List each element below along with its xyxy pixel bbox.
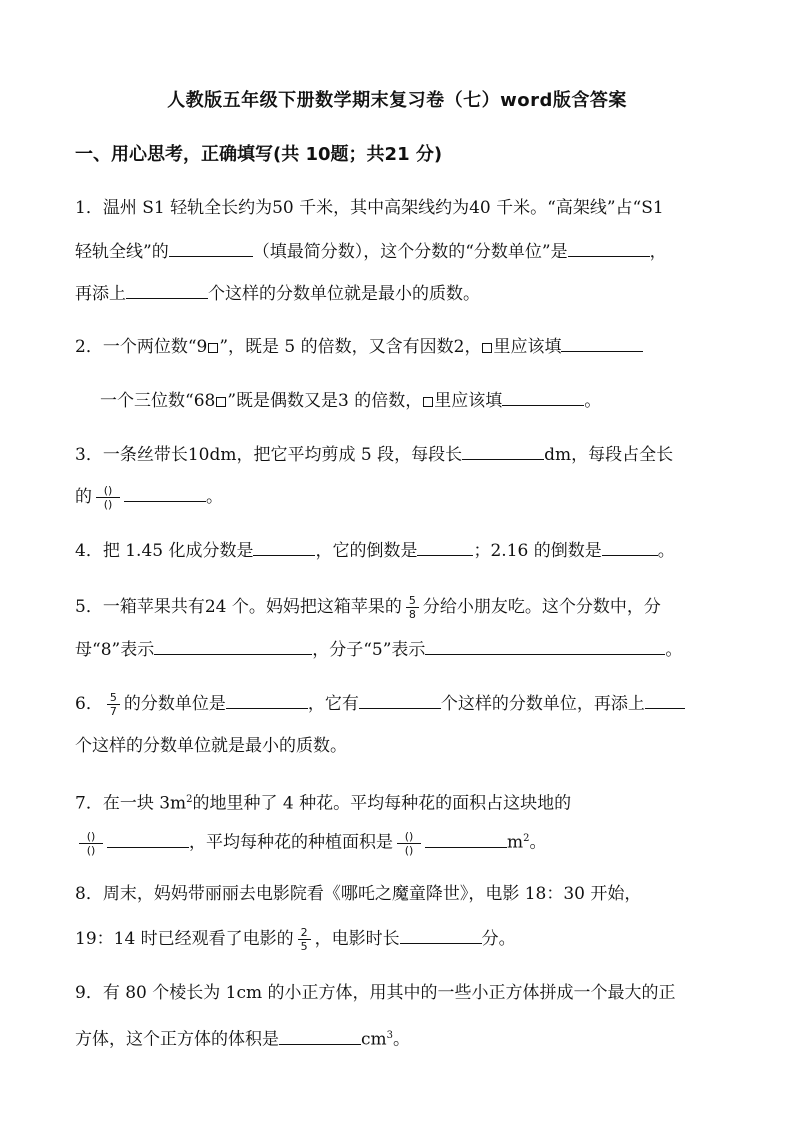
q6-text: 个这样的分数单位，再添上 [440, 694, 645, 714]
answer-blank[interactable] [462, 443, 544, 460]
q7-superscript: 2 [186, 794, 193, 805]
q7-text: 7．在一块 3m [75, 793, 187, 814]
q1-text: 个这样的分数单位就是最小的质数。 [208, 284, 480, 304]
box-placeholder-icon [216, 397, 226, 407]
q2-text: ”既是偶数又是3 的倍数， [227, 391, 423, 411]
fraction-numerator: () [96, 484, 120, 498]
fraction [406, 594, 419, 621]
fraction-denominator: () [86, 843, 96, 857]
q3-text: dm，每段占全长 [544, 445, 674, 465]
q9-text: 方体，这个正方体的体积是 [75, 1029, 279, 1050]
question-1-line-1: 1．温州 S1 轻轨全长约为50 千米，其中高架线约为40 千米。“高架线”占“S1 [75, 198, 664, 218]
q4-text: 4．把 1.45 化成分数是 [75, 541, 254, 561]
page-title: 人教版五年级下册数学期末复习卷（七）word版含答案 [167, 90, 627, 111]
answer-blank[interactable] [154, 638, 312, 655]
q4-text: 。 [657, 541, 675, 561]
answer-blank[interactable] [568, 240, 650, 257]
answer-blank[interactable] [107, 831, 189, 848]
q2-text: 里应该填 [493, 337, 562, 357]
q2-text: 一个三位数“68 [100, 391, 216, 411]
answer-blank[interactable] [359, 692, 441, 709]
q7-text: ，平均每种花的种植面积是 [189, 832, 393, 853]
answer-blank[interactable] [124, 485, 206, 502]
fraction [298, 926, 311, 953]
fraction-numerator: () [79, 830, 103, 844]
q3-text: 3．一条丝带长10dm，把它平均剪成 5 段，每段长 [75, 445, 463, 465]
fraction-denominator: 5 [300, 940, 308, 953]
answer-blank[interactable] [417, 539, 473, 556]
fraction-numerator: () [397, 830, 421, 844]
answer-blank[interactable] [425, 638, 665, 655]
q5-text: ，分子“5”表示 [312, 640, 426, 660]
q2-text: ”，既是 5 的倍数，又含有因数2， [219, 337, 482, 357]
answer-blank[interactable] [126, 282, 208, 299]
question-3-line-2 [75, 484, 223, 511]
answer-blank[interactable] [169, 240, 253, 257]
fraction [107, 691, 120, 718]
q7-text: m [507, 832, 524, 853]
q6-text: ，它有 [307, 694, 359, 714]
blank-fraction[interactable] [397, 830, 421, 857]
question-2-line-2 [100, 389, 601, 412]
question-1-line-2 [75, 240, 667, 263]
q3-text: 。 [206, 487, 223, 507]
fraction-numerator: 2 [298, 926, 311, 940]
answer-blank[interactable] [561, 335, 643, 352]
fraction-numerator: 5 [406, 594, 419, 608]
q7-text: 的地里种了 4 种花。平均每种花的面积占这块地的 [192, 793, 572, 814]
question-9-line-1: 9．有 80 个棱长为 1cm 的小正方体，用其中的一些小正方体拼成一个最大的正 [75, 983, 676, 1003]
q6-text: 6． [75, 694, 103, 714]
q6-text: 的分数单位是 [123, 694, 226, 714]
q8-text: 19：14 时已经观看了电影的 [75, 929, 294, 949]
question-3-line-1 [75, 443, 673, 466]
q5-text: 5．一箱苹果共有24 个。妈妈把这箱苹果的 [75, 597, 402, 617]
answer-blank[interactable] [279, 1028, 361, 1045]
q2-text: 2．一个两位数“9 [75, 337, 208, 357]
question-7-line-2 [75, 828, 547, 857]
fraction-denominator: () [404, 843, 414, 857]
q1-text: ， [649, 242, 667, 262]
q8-text: 分。 [481, 929, 516, 949]
q5-text: 。 [665, 640, 683, 660]
q1-text: 轻轨全线”的 [75, 242, 169, 262]
question-8-line-1: 8．周末，妈妈带丽丽去电影院看《哪吒之魔童降世》，电影 18：30 开始， [75, 884, 642, 904]
answer-blank[interactable] [226, 692, 308, 709]
q8-text: ，电影时长 [314, 929, 400, 949]
answer-blank[interactable] [425, 831, 507, 848]
question-6-line-1 [75, 691, 685, 718]
q2-text: 里应该填 [434, 391, 503, 411]
blank-fraction[interactable] [96, 484, 120, 511]
question-5-line-2 [75, 638, 682, 661]
answer-blank[interactable] [602, 539, 658, 556]
q7-superscript: 2 [523, 833, 530, 844]
q4-text: ；2.16 的倒数是 [473, 541, 602, 561]
question-6-line-2: 个这样的分数单位就是最小的质数。 [75, 736, 347, 756]
q2-text: 。 [584, 391, 602, 411]
answer-blank[interactable] [253, 539, 315, 556]
q7-text: 。 [529, 832, 547, 853]
fraction-denominator: 7 [109, 705, 117, 718]
question-7-line-1 [75, 789, 571, 815]
q4-text: ，它的倒数是 [315, 541, 418, 561]
question-2-line-1 [75, 335, 643, 358]
box-placeholder-icon [482, 343, 492, 353]
question-1-line-3 [75, 282, 480, 305]
answer-blank[interactable] [400, 927, 482, 944]
blank-fraction[interactable] [79, 830, 103, 857]
q5-text: 分给小朋友吃。这个分数中，分 [422, 597, 661, 617]
question-5-line-1 [75, 594, 661, 621]
answer-blank[interactable] [645, 692, 685, 709]
fraction-denominator: () [103, 498, 113, 511]
q1-text: （填最简分数），这个分数的“分数单位”是 [252, 242, 568, 262]
fraction-denominator: 8 [408, 608, 416, 621]
q1-text: 再添上 [75, 284, 126, 304]
q9-text: 。 [393, 1029, 411, 1050]
q9-text: cm [361, 1029, 387, 1050]
q9-superscript: 3 [386, 1030, 394, 1041]
answer-blank[interactable] [502, 389, 584, 406]
q5-text: 母“8”表示 [75, 640, 155, 660]
question-9-line-2 [75, 1025, 410, 1051]
q3-text: 的 [75, 487, 92, 507]
section-heading: 一、用心思考，正确填写(共 10题；共21 分) [75, 144, 443, 165]
question-8-line-2 [75, 926, 516, 953]
fraction-numerator: 5 [107, 691, 120, 705]
box-placeholder-icon [423, 397, 433, 407]
box-placeholder-icon [208, 343, 218, 353]
question-4-line [75, 539, 675, 562]
